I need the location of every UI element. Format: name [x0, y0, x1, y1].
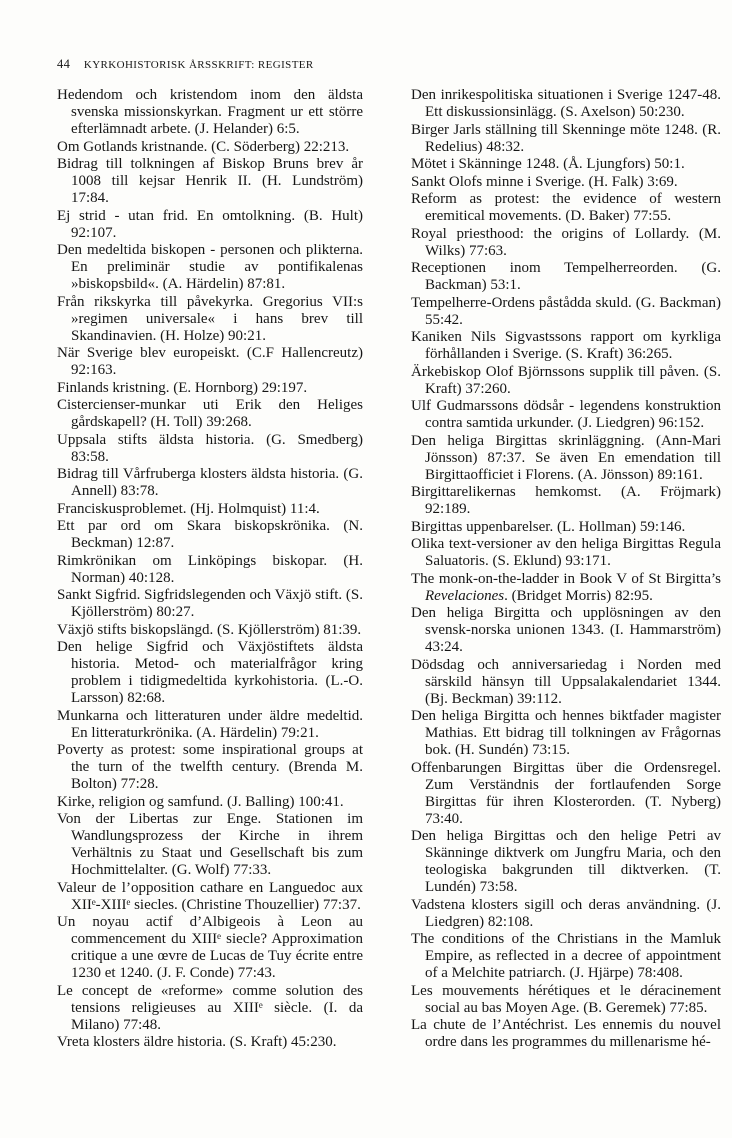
index-entry: Finlands kristning. (E. Hornborg) 29:197.	[57, 379, 308, 396]
index-entry: La chute de l’Antéchrist. Les ennemis du nouvel ordre dans les programmes du millenarisme hé-	[411, 1017, 721, 1050]
index-entry: The monk-on-the-ladder in Book V of St Birgitta’s Revelaciones. (Bridget Morris) 82:95.	[411, 570, 721, 604]
running-header	[57, 57, 314, 72]
index-entry: Offenbarungen Birgittas über die Ordensregel. Zum Verständnis der fortlaufenden Sorge Birgittas für ihren Klosterorden. (T. Nyberg) 73:40.	[411, 759, 721, 827]
index-entry: Sankt Olofs minne i Sverige. (H. Falk) 3:69.	[411, 173, 678, 190]
index-entry: Le concept de «reforme» comme solution des tensions religieuses au XIIIᵉ siècle. (I. da Milano) 77:48.	[57, 982, 363, 1033]
index-entry: Hedendom och kristendom inom den äldsta svenska missionskyrkan. Fragment ur ett större efterlämnadt arbete. (J. Helander) 6:5.	[57, 87, 363, 137]
index-entry: Birgittas uppenbarelser. (L. Hollman) 59:146.	[411, 518, 686, 535]
index-entry: Birgittarelikernas hemkomst. (A. Fröjmark) 92:189.	[411, 484, 721, 517]
index-entry: Sankt Sigfrid. Sigfridslegenden och Växjö stift. (S. Kjöllerström) 80:27.	[57, 587, 363, 620]
index-entry: Den heliga Birgitta och upplösningen av den svensk-norska unionen 1343. (I. Hammarström) 43:24.	[411, 605, 721, 655]
index-entry: Un noyau actif d’Albigeois à Leon au commencement du XIIIᵉ siecle? Approximation critique a une œvre de Lucas de Tuy écrite entre 1230 et 1240. (J. F. Conde) 77:43.	[57, 914, 363, 981]
index-entry: Den heliga Birgittas skrinläggning. (Ann-Mari Jönsson) 87:37. Se även En emendation till Birgittaofficiet i Florens. (A. Jönsson) 89:161.	[411, 432, 721, 483]
index-entry: Rimkrönikan om Linköpings biskopar. (H. Norman) 40:128.	[57, 552, 363, 586]
index-entry: Kaniken Nils Sigvastssons rapport om kyrkliga förhållanden i Sverige. (S. Kraft) 36:265.	[411, 329, 721, 362]
index-entry: Bidrag till Vårfruberga klosters äldsta historia. (G. Annell) 83:78.	[57, 466, 363, 499]
index-entry: Valeur de l’opposition cathare en Languedoc aux XIIᵉ-XIIIᵉ siecles. (Christine Thouzellier) 77:37.	[57, 879, 363, 913]
index-entry: Den heliga Birgittas och den helige Petri av Skänninge diktverk om Jungfru Maria, och den teologiska bakgrunden till diktverken. (T. Lundén) 73:58.	[411, 828, 721, 895]
index-entry: Ärkebiskop Olof Björnssons supplik till påven. (S. Kraft) 37:260.	[411, 363, 721, 397]
index-entry: Bidrag till tolkningen af Biskop Bruns brev år 1008 till kejsar Henrik II. (H. Lundström) 17:84.	[57, 156, 363, 206]
index-entry: Cistercienser-munkar uti Erik den Heliges gårdskapell? (H. Toll) 39:268.	[57, 397, 363, 430]
index-entry: Växjö stifts biskopslängd. (S. Kjöllerström) 81:39.	[57, 621, 362, 638]
index-entry: Uppsala stifts äldsta historia. (G. Smedberg) 83:58.	[57, 431, 363, 465]
running-title: KYRKOHISTORISK ÅRSSKRIFT: REGISTER	[83, 59, 314, 71]
index-entry: Birger Jarls ställning till Skenninge möte 1248. (R. Redelius) 48:32.	[411, 121, 721, 155]
left-column	[57, 87, 363, 1052]
index-entry: Från rikskyrka till påvekyrka. Gregorius VII:s »regimen universale« i hans brev till Skandinavien. (H. Holze) 90:21.	[57, 293, 363, 344]
index-entry: Tempelherre-Ordens påstådda skuld. (G. Backman) 55:42.	[411, 294, 721, 328]
index-entry: Ulf Gudmarssons dödsår - legendens konstruktion contra samtida urkunder. (J. Liedgren) 96:152.	[411, 398, 721, 431]
index-entry: Kirke, religion og samfund. (J. Balling) 100:41.	[57, 793, 344, 810]
page-number: 44	[57, 57, 71, 71]
index-entry: Franciskusproblemet. (Hj. Holmquist) 11:4.	[57, 500, 320, 517]
index-entry: Den heliga Birgitta och hennes biktfader magister Mathias. Ett bidrag till tolkningen av Frågornas bok. (H. Sundén) 73:15.	[411, 708, 721, 758]
index-entry: The conditions of the Christians in the Mamluk Empire, as reflected in a decree of appointment of a Melchite patriarch. (J. Hjärpe) 78:408.	[411, 931, 721, 981]
index-entry: Den helige Sigfrid och Växjöstiftets äldsta historia. Metod- och materialfrågor kring problem i tidigmedeltida kyrkohistoria. (L.-O. Larsson) 82:68.	[57, 639, 363, 706]
index-entry: Von der Libertas zur Enge. Stationen im Wandlungsprozess der Kirche in ihrem Verhältnis zu Staat und Gesellschaft bis zum Hochmittelalter. (G. Wolf) 77:33.	[57, 811, 363, 878]
right-column	[411, 87, 721, 1052]
index-entry: Munkarna och litteraturen under äldre medeltid. En litteraturkrönika. (A. Härdelin) 79:21.	[57, 707, 363, 741]
index-entry: Dödsdag och anniversariedag i Norden med särskild hänsyn till Uppsalakalendariet 1344. (Bj. Beckman) 39:112.	[411, 656, 721, 707]
index-entry: Om Gotlands kristnande. (C. Söderberg) 22:213.	[57, 138, 350, 155]
index-entry: Ett par ord om Skara biskopskrönika. (N. Beckman) 12:87.	[57, 518, 363, 551]
index-entry: Reform as protest: the evidence of western eremitical movements. (D. Baker) 77:55.	[411, 191, 721, 224]
index-entry: Vreta klosters äldre historia. (S. Kraft) 45:230.	[57, 1034, 337, 1050]
index-entry: Poverty as protest: some inspirational groups at the turn of the twelfth century. (Brenda M. Bolton) 77:28.	[57, 742, 363, 792]
index-entry: När Sverige blev europeiskt. (C.F Hallencreutz) 92:163.	[57, 345, 363, 378]
index-entry: Les mouvements hérétiques et le déracinement social au bas Moyen Age. (B. Geremek) 77:85.	[411, 982, 721, 1016]
index-entry: Royal priesthood: the origins of Lollardy. (M. Wilks) 77:63.	[411, 225, 721, 259]
index-entry: Olika text-versioner av den heliga Birgittas Regula Saluatoris. (S. Eklund) 93:171.	[411, 536, 721, 569]
index-entry: Vadstena klosters sigill och deras användning. (J. Liedgren) 82:108.	[411, 896, 721, 930]
index-entry: Ej strid - utan frid. En omtolkning. (B. Hult) 92:107.	[57, 207, 363, 241]
index-entry: Mötet i Skänninge 1248. (Å. Ljungfors) 50:1.	[411, 156, 685, 172]
index-entry: Receptionen inom Tempelherreorden. (G. Backman) 53:1.	[411, 260, 721, 293]
index-entry: Den medeltida biskopen - personen och plikterna. En preliminär studie av pontifikalenas »biskopsbild«. (A. Härdelin) 87:81.	[57, 242, 363, 292]
index-entry: Den inrikespolitiska situationen i Sverige 1247-48. Ett diskussionsinlägg. (S. Axelson) 50:230.	[411, 87, 721, 120]
